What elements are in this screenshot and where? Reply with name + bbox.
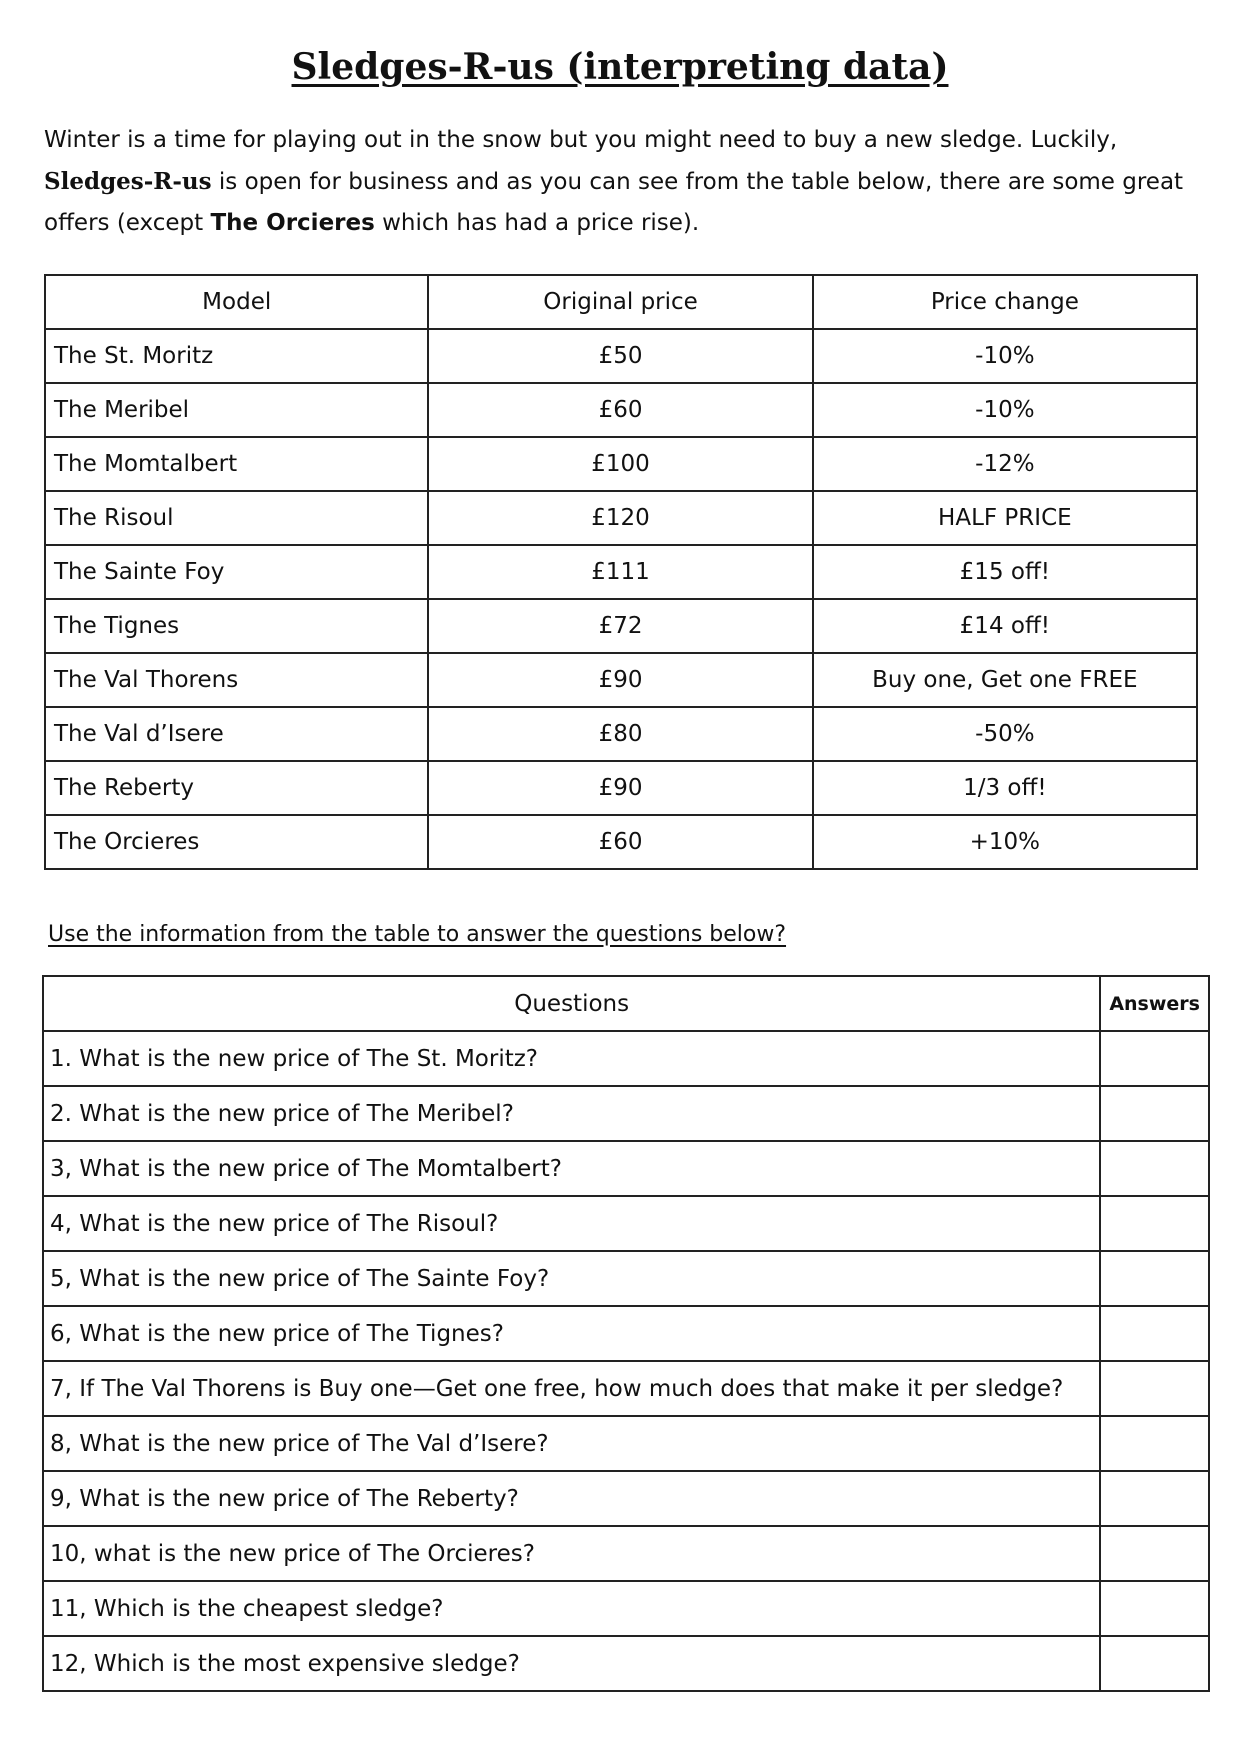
table-row [45,599,1197,653]
model-cell: The Tignes [45,599,428,653]
question-text: 8, What is the new price of The Val d’Isere? [43,1416,1100,1471]
question-row [43,1581,1209,1636]
model-cell: The Risoul [45,491,428,545]
price-cell: £72 [428,599,812,653]
price-cell: £111 [428,545,812,599]
model-cell: The Val d’Isere [45,707,428,761]
intro-text-2: is open for business and as you can see from the table below, there are some great offers (except [44,169,1184,236]
table-row [45,545,1197,599]
answer-cell[interactable] [1100,1471,1209,1526]
worksheet-title: Sledges-R-us (interpreting data) [291,46,949,88]
column-header-price-change: Price change [813,275,1197,329]
question-text: 3, What is the new price of The Momtalbert? [43,1141,1100,1196]
model-cell: The Reberty [45,761,428,815]
answer-cell[interactable] [1100,1526,1209,1581]
question-text: 4, What is the new price of The Risoul? [43,1196,1100,1251]
price-cell: £50 [428,329,812,383]
change-cell: -12% [813,437,1197,491]
price-cell: £90 [428,653,812,707]
price-cell: £100 [428,437,812,491]
intro-paragraph [44,120,1204,244]
column-header-answers: Answers [1100,976,1209,1031]
table-row [45,437,1197,491]
model-cell: The Val Thorens [45,653,428,707]
question-text: 1. What is the new price of The St. Moritz? [43,1031,1100,1086]
question-text: 5, What is the new price of The Sainte Foy? [43,1251,1100,1306]
question-row [43,1251,1209,1306]
change-cell: HALF PRICE [813,491,1197,545]
price-cell: £60 [428,815,812,869]
change-cell: -50% [813,707,1197,761]
answer-cell[interactable] [1100,1196,1209,1251]
question-row [43,1086,1209,1141]
answer-cell[interactable] [1100,1141,1209,1196]
column-header-model: Model [45,275,428,329]
change-cell: 1/3 off! [813,761,1197,815]
question-text: 9, What is the new price of The Reberty? [43,1471,1100,1526]
change-cell: +10% [813,815,1197,869]
intro-text-3: which has had a price rise). [374,210,700,236]
question-row [43,1306,1209,1361]
table-row [45,707,1197,761]
change-cell: Buy one, Get one FREE [813,653,1197,707]
model-cell: The Orcieres [45,815,428,869]
table-row [45,329,1197,383]
price-cell: £80 [428,707,812,761]
change-cell: £14 off! [813,599,1197,653]
question-row [43,1526,1209,1581]
price-table-header [45,275,1197,329]
exception-model: The Orcieres [210,210,375,236]
model-cell: The Meribel [45,383,428,437]
answer-cell[interactable] [1100,1636,1209,1691]
answer-cell[interactable] [1100,1416,1209,1471]
table-row [45,653,1197,707]
change-cell: -10% [813,329,1197,383]
table-row [45,815,1197,869]
question-text: 6, What is the new price of The Tignes? [43,1306,1100,1361]
price-cell: £90 [428,761,812,815]
column-header-questions: Questions [43,976,1100,1031]
price-cell: £60 [428,383,812,437]
answer-cell[interactable] [1100,1031,1209,1086]
column-header-original-price: Original price [428,275,812,329]
model-cell: The St. Moritz [45,329,428,383]
answer-cell[interactable] [1100,1251,1209,1306]
change-cell: -10% [813,383,1197,437]
question-table-header [43,976,1209,1031]
question-text: 10, what is the new price of The Orcieres? [43,1526,1100,1581]
question-row [43,1361,1209,1416]
question-text: 7, If The Val Thorens is Buy one—Get one free, how much does that make it per sledge? [43,1361,1100,1416]
model-cell: The Sainte Foy [45,545,428,599]
question-row [43,1471,1209,1526]
question-table [42,975,1210,1692]
table-row [45,761,1197,815]
model-cell: The Momtalbert [45,437,428,491]
instruction: Use the information from the table to answer the questions below? [48,922,787,947]
answer-cell[interactable] [1100,1306,1209,1361]
table-row [45,491,1197,545]
change-cell: £15 off! [813,545,1197,599]
price-table [44,274,1198,870]
question-row [43,1141,1209,1196]
question-row [43,1416,1209,1471]
question-row [43,1196,1209,1251]
shop-name: Sledges-R-us [44,168,212,195]
question-text: 11, Which is the cheapest sledge? [43,1581,1100,1636]
intro-text-1: Winter is a time for playing out in the snow but you might need to buy a new sledge. Luckily, [44,127,1118,153]
question-row [43,1031,1209,1086]
question-row [43,1636,1209,1691]
table-row [45,383,1197,437]
answer-cell[interactable] [1100,1086,1209,1141]
answer-cell[interactable] [1100,1581,1209,1636]
question-text: 2. What is the new price of The Meribel? [43,1086,1100,1141]
answer-cell[interactable] [1100,1361,1209,1416]
price-cell: £120 [428,491,812,545]
question-text: 12, Which is the most expensive sledge? [43,1636,1100,1691]
